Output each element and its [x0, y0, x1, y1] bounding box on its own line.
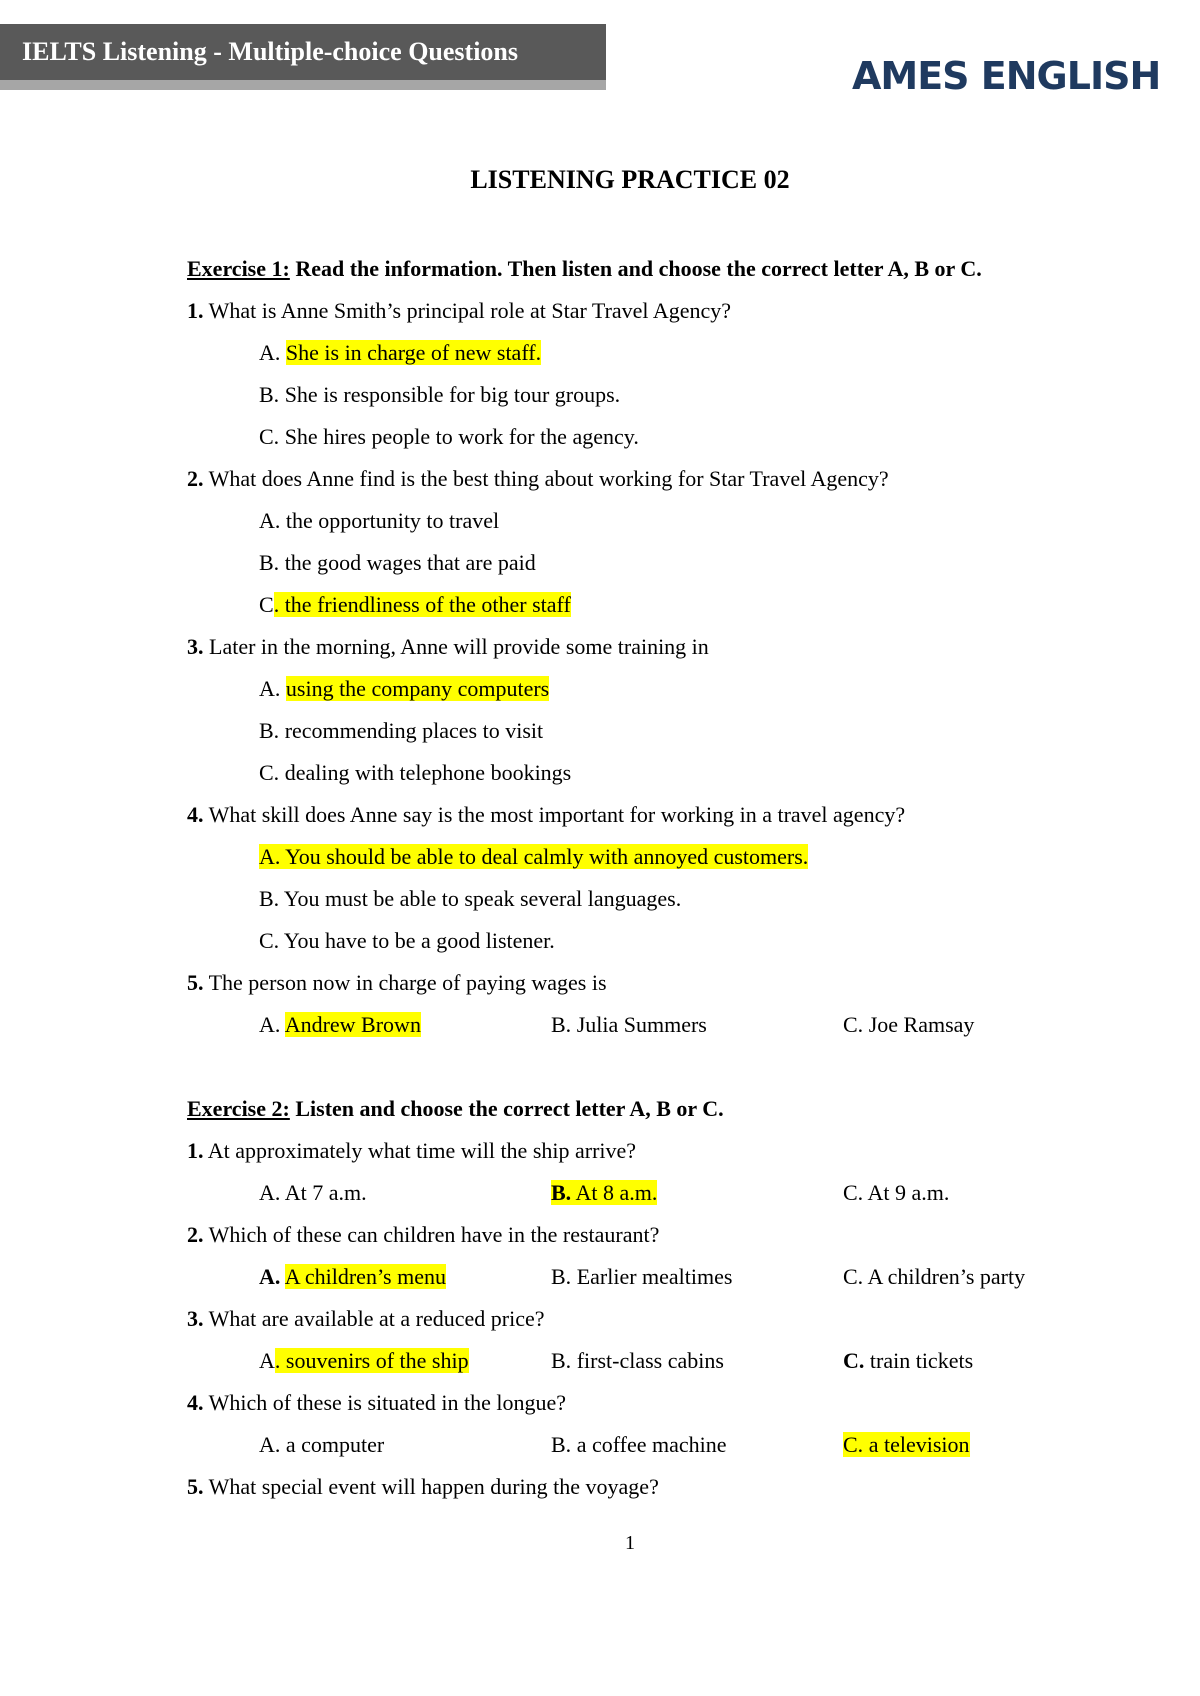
option-text: You have to be a good listener.: [283, 928, 555, 953]
ex2-q2-option-c: [843, 1262, 1025, 1292]
option-letter: C.: [259, 928, 280, 953]
option-letter: A.: [259, 508, 281, 533]
question-text: What special event will happen during the voyage?: [203, 1474, 659, 1499]
question-text: At approximately what time will the ship arrive?: [203, 1138, 637, 1163]
ex1-question-4: [187, 800, 905, 830]
question-number: 3.: [187, 1306, 204, 1331]
option-text: She hires people to work for the agency.: [284, 424, 639, 449]
option-text: the opportunity to travel: [285, 508, 500, 533]
ex1-q2-option-b: [259, 548, 536, 578]
option-letter: C.: [843, 1432, 864, 1457]
ames-english-logo: AMES ENGLISH: [852, 54, 1161, 98]
question-number: 5.: [187, 970, 204, 995]
question-text: What skill does Anne say is the most important for working in a travel agency?: [203, 802, 906, 827]
ex1-q4-option-b: [259, 884, 681, 914]
option-letter: B.: [259, 382, 280, 407]
page-number: 1: [625, 1532, 635, 1554]
option-letter: B.: [259, 886, 280, 911]
ex1-question-2: [187, 464, 889, 494]
ex1-question-1: [187, 296, 731, 326]
ex2-question-5: [187, 1472, 659, 1502]
option-text-highlighted: A children’s menu: [284, 1264, 446, 1289]
question-text: Later in the morning, Anne will provide some training in: [203, 634, 709, 659]
option-text-highlighted: . souvenirs of the ship: [274, 1348, 469, 1373]
option-letter: C.: [843, 1264, 864, 1289]
ex2-q4-option-c: [843, 1430, 970, 1460]
question-text: What are available at a reduced price?: [203, 1306, 545, 1331]
option-letter: A.: [259, 1012, 281, 1037]
option-letter: C.: [259, 424, 280, 449]
exercise-1-instruction: Read the information. Then listen and choose the correct letter A, B or C.: [289, 256, 982, 281]
ex1-question-3: [187, 632, 709, 662]
question-number: 4.: [187, 1390, 204, 1415]
option-text: a computer: [285, 1432, 385, 1457]
option-letter: C.: [259, 760, 280, 785]
question-number: 1.: [187, 298, 204, 323]
ex1-q4-option-a: [259, 842, 808, 872]
ex2-question-2: [187, 1220, 659, 1250]
question-number: 1.: [187, 1138, 204, 1163]
option-text: Earlier mealtimes: [576, 1264, 733, 1289]
option-letter: A.: [259, 676, 281, 701]
option-text: first-class cabins: [576, 1348, 724, 1373]
ex2-q3-option-a: [259, 1346, 469, 1376]
option-text: A children’s party: [867, 1264, 1026, 1289]
ex2-q3-option-b: [551, 1346, 724, 1376]
ex1-q3-option-a: [259, 674, 549, 704]
option-text: train tickets: [869, 1348, 974, 1373]
option-text: dealing with telephone bookings: [284, 760, 572, 785]
exercise-1-label: Exercise 1:: [187, 256, 290, 281]
ex2-question-1: [187, 1136, 636, 1166]
ex1-q1-option-a: [259, 338, 541, 368]
option-text: At 8 a.m.: [575, 1180, 658, 1205]
page-title: LISTENING PRACTICE 02: [470, 165, 790, 194]
question-text: What is Anne Smith’s principal role at Star Travel Agency?: [203, 298, 732, 323]
ex2-q1-option-a: [259, 1178, 367, 1208]
ex1-q5-option-b: [551, 1010, 707, 1040]
option-letter: A.: [259, 1180, 281, 1205]
option-letter: C.: [843, 1348, 865, 1373]
option-text: You should be able to deal calmly with annoyed customers.: [285, 844, 809, 869]
option-letter: B.: [551, 1264, 572, 1289]
option-letter: B.: [551, 1012, 572, 1037]
question-number: 3.: [187, 634, 204, 659]
ex2-q2-option-a: [259, 1262, 446, 1292]
question-number: 2.: [187, 466, 204, 491]
ex1-question-5: [187, 968, 607, 998]
question-text: The person now in charge of paying wages is: [203, 970, 607, 995]
option-letter: A.: [259, 1264, 281, 1289]
option-text: At 7 a.m.: [284, 1180, 367, 1205]
ex1-q4-option-c: [259, 926, 555, 956]
option-highlighted: [259, 844, 808, 869]
ex2-question-4: [187, 1388, 566, 1418]
option-text: recommending places to visit: [284, 718, 544, 743]
option-text-highlighted: using the company computers: [285, 676, 550, 701]
option-letter: B.: [551, 1432, 572, 1457]
option-highlighted: [551, 1180, 657, 1205]
question-text: What does Anne find is the best thing about working for Star Travel Agency?: [203, 466, 889, 491]
ex2-question-3: [187, 1304, 545, 1334]
question-number: 4.: [187, 802, 204, 827]
option-text: a television: [868, 1432, 970, 1457]
option-letter: A.: [259, 340, 281, 365]
exercise-2-label: Exercise 2:: [187, 1096, 290, 1121]
ex1-q3-option-c: [259, 758, 571, 788]
option-highlighted: [843, 1432, 970, 1457]
ex2-q4-option-b: [551, 1430, 727, 1460]
ex2-q4-option-a: [259, 1430, 384, 1460]
ex2-q1-option-c: [843, 1178, 949, 1208]
option-letter: B.: [259, 550, 280, 575]
ex1-q2-option-a: [259, 506, 499, 536]
ex2-q3-option-c: [843, 1346, 973, 1376]
option-letter: B.: [551, 1180, 572, 1205]
ex1-q2-option-c: [259, 590, 571, 620]
exercise-1-heading: [187, 254, 982, 284]
option-text-highlighted: Andrew Brown: [284, 1012, 421, 1037]
question-number: 2.: [187, 1222, 204, 1247]
ex1-q5-option-a: [259, 1010, 421, 1040]
option-letter: A: [259, 1348, 275, 1373]
ex1-q5-option-c: [843, 1010, 974, 1040]
question-text: Which of these is situated in the longue?: [203, 1390, 567, 1415]
header-tab-title: IELTS Listening - Multiple-choice Questions: [0, 24, 606, 80]
option-text: At 9 a.m.: [867, 1180, 950, 1205]
option-letter: A.: [259, 844, 281, 869]
option-letter: B.: [259, 718, 280, 743]
option-letter: C.: [843, 1012, 864, 1037]
question-number: 5.: [187, 1474, 204, 1499]
option-letter: C.: [843, 1180, 864, 1205]
option-text-highlighted: . the friendliness of the other staff: [273, 592, 571, 617]
ex2-q1-option-b: [551, 1178, 657, 1208]
exercise-2-heading: [187, 1094, 724, 1124]
option-text: the good wages that are paid: [284, 550, 536, 575]
option-text: Joe Ramsay: [868, 1012, 975, 1037]
ex1-q3-option-b: [259, 716, 543, 746]
option-letter: C: [259, 592, 274, 617]
question-text: Which of these can children have in the restaurant?: [203, 1222, 660, 1247]
option-text: Julia Summers: [576, 1012, 707, 1037]
ex2-q2-option-b: [551, 1262, 732, 1292]
option-letter: B.: [551, 1348, 572, 1373]
ex1-q1-option-c: [259, 422, 639, 452]
option-text: She is responsible for big tour groups.: [284, 382, 621, 407]
exercise-2-instruction: Listen and choose the correct letter A, B or C.: [289, 1096, 724, 1121]
option-text: a coffee machine: [576, 1432, 727, 1457]
option-text: You must be able to speak several languages.: [283, 886, 682, 911]
option-letter: A.: [259, 1432, 281, 1457]
option-text-highlighted: She is in charge of new staff.: [285, 340, 542, 365]
ex1-q1-option-b: [259, 380, 620, 410]
